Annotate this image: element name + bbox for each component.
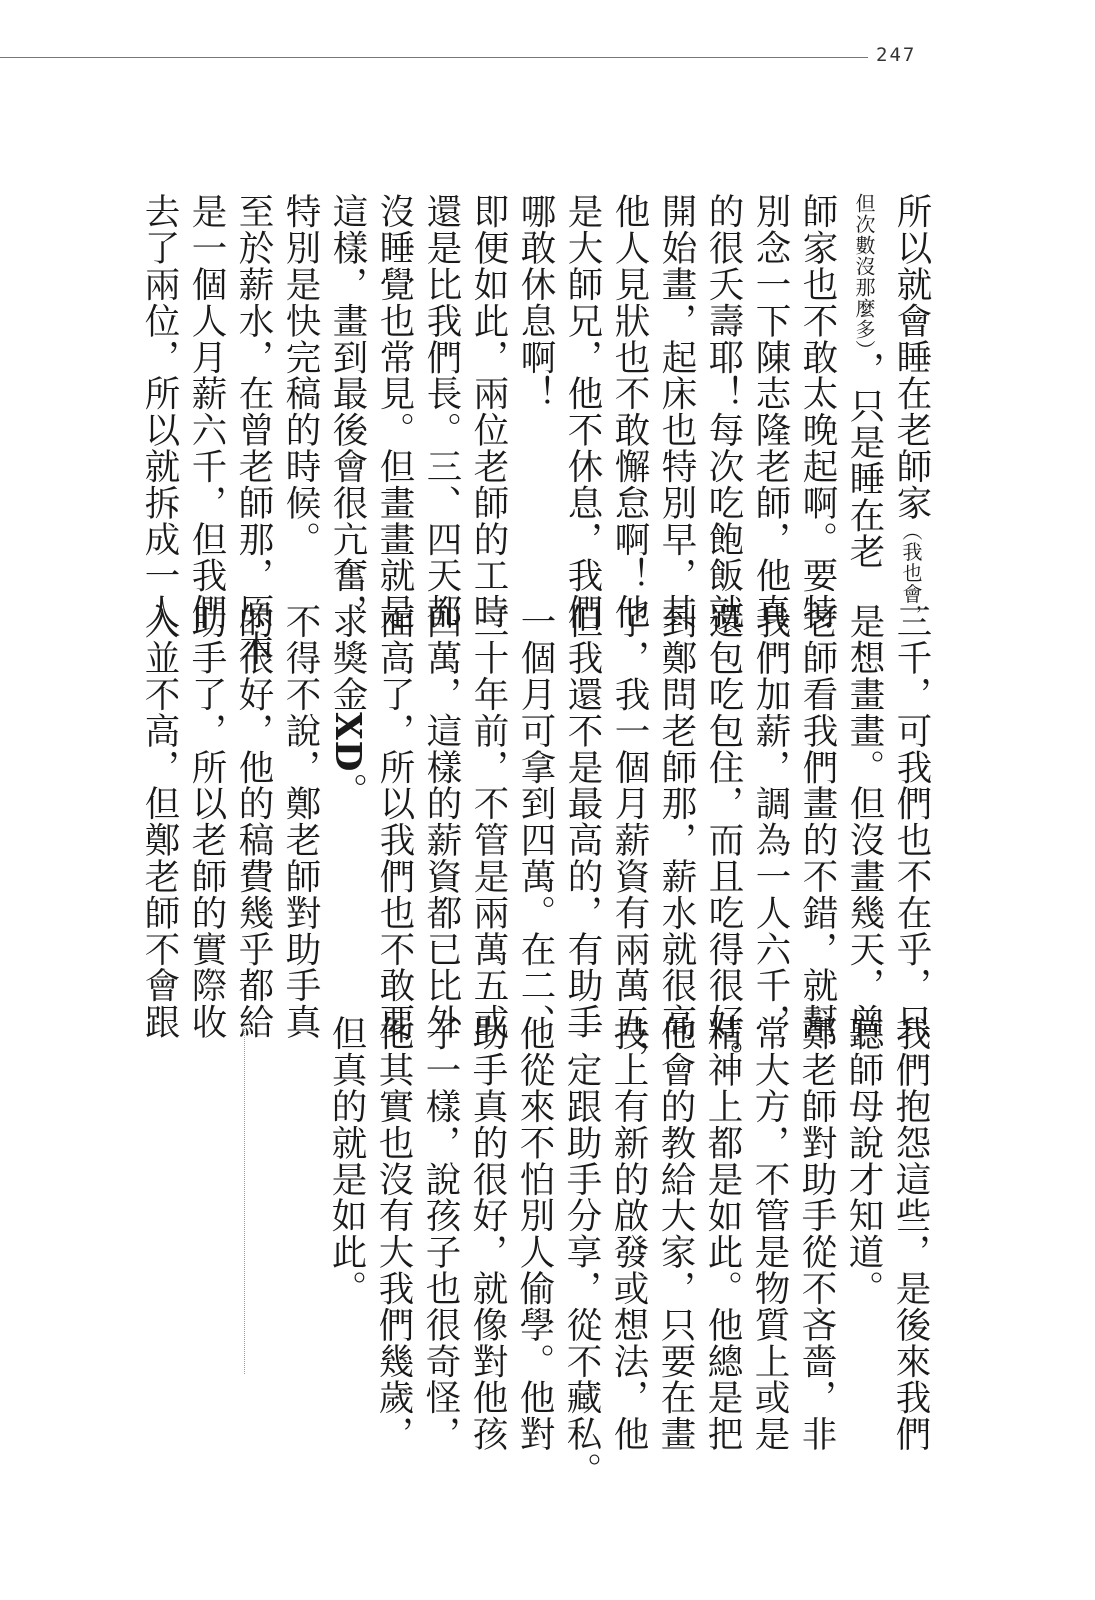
text-column: 老師看我們畫的不錯，就幫 <box>797 603 838 1040</box>
text-column: 沒睡覺也常見。但畫畫就是 <box>374 193 415 630</box>
text-column: 是想畫畫。但沒畫幾天，曾 <box>844 603 885 1040</box>
text-column: 特別是快完稿的時候。 <box>280 193 321 557</box>
text-column: 即便如此，兩位老師的工時 <box>468 193 509 630</box>
text-column: 他其實也沒有大我們幾歲， <box>373 1015 414 1452</box>
text-column: 別念一下陳志隆老師，他真 <box>750 193 791 630</box>
text-column: 是一個人月薪六千，但我們 <box>186 193 227 630</box>
text-column: 去了兩位，所以就拆成一人 <box>139 193 180 630</box>
text-column: 一定跟助手分享，從不藏私。 <box>561 1015 602 1489</box>
text-block-middle <box>136 603 935 1076</box>
text-column: 子一樣，說孩子也很奇怪， <box>420 1015 461 1452</box>
text-column <box>888 193 935 666</box>
text-column: 面高了，所以我們也不敢要 <box>374 603 415 1040</box>
text-column: 三十年前，不管是兩萬五或 <box>468 603 509 1040</box>
annotation-run: （我也會， <box>899 520 923 626</box>
text-run: 。 <box>327 772 368 809</box>
text-column: 的很好，他的稿費幾乎都給 <box>233 603 274 1040</box>
text-column: 是大師兄，他不休息，我們 <box>562 193 603 630</box>
text-column: 助手真的很好，就像對他孩 <box>467 1015 508 1452</box>
text-column: 開始畫，起床也特別早，其 <box>656 193 697 630</box>
text-column: 但真的就是如此。 <box>326 1015 367 1307</box>
text-column: 他從來不怕別人偷學。他對 <box>514 1015 555 1452</box>
text-column: 技上有新的啟發或想法，他 <box>608 1015 649 1452</box>
text-column: 但我還不是最高的，有助手 <box>562 603 603 1040</box>
text-column: 這樣，畫到最後會很亢奮， <box>327 193 368 630</box>
text-run: 求獎金 <box>327 603 368 713</box>
text-column: 他會的教給大家，只要在畫 <box>655 1015 696 1452</box>
text-block-top <box>136 193 935 666</box>
text-column: 一個月可拿到四萬。在二、 <box>515 603 556 1040</box>
text-column: 聽師母說才知道。 <box>843 1015 884 1307</box>
text-column: 至於薪水，在曾老師那，原本 <box>233 193 274 667</box>
text-run: ，只是睡在老 <box>844 351 885 570</box>
text-column <box>841 193 888 666</box>
text-column: 我們加薪，調為一人六千， <box>750 603 791 1040</box>
text-column: 我們抱怨這些，是後來我們 <box>890 1015 931 1452</box>
text-column: 的很夭壽耶！每次吃飽飯就 <box>703 193 744 630</box>
text-column: 鄭老師對助手從不吝嗇，非 <box>796 1015 837 1452</box>
text-column: 三千，可我們也不在乎，只 <box>891 603 932 1040</box>
text-column: 還是比我們長。三、四天都 <box>421 193 462 630</box>
text-column: 不得不說，鄭老師對助手真 <box>280 603 321 1040</box>
annotation-run: 但次數沒那麼多） <box>852 193 876 351</box>
text-column: 精神上都是如此。他總是把 <box>702 1015 743 1452</box>
text-column: 助手了，所以老師的實際收 <box>186 603 227 1040</box>
text-column: 哪敢休息啊！ <box>515 193 556 412</box>
text-column: 他人見狀也不敢懈怠啊！他 <box>609 193 650 630</box>
text-column: 還包吃包住，而且吃得很好。 <box>703 603 744 1077</box>
emphasis-run: XD <box>327 712 368 773</box>
section-end-divider <box>244 1022 245 1374</box>
text-column: 入並不高，但鄭老師不會跟 <box>139 603 180 1040</box>
text-column: 四萬，這樣的薪資都已比外 <box>421 603 462 1040</box>
header-rule <box>0 57 868 58</box>
text-column: 師家也不敢太晚起啊。要特 <box>797 193 838 630</box>
text-block-bottom <box>323 1015 934 1488</box>
text-column: 常大方，不管是物質上或是 <box>749 1015 790 1452</box>
page-number: 247 <box>876 44 917 66</box>
text-column: 到鄭問老師那，薪水就很高 <box>656 603 697 1040</box>
text-column <box>324 603 371 1076</box>
text-run: 所以就會睡在老師家 <box>891 193 932 521</box>
text-column: 了，我一個月薪資有兩萬五， <box>609 603 650 1077</box>
